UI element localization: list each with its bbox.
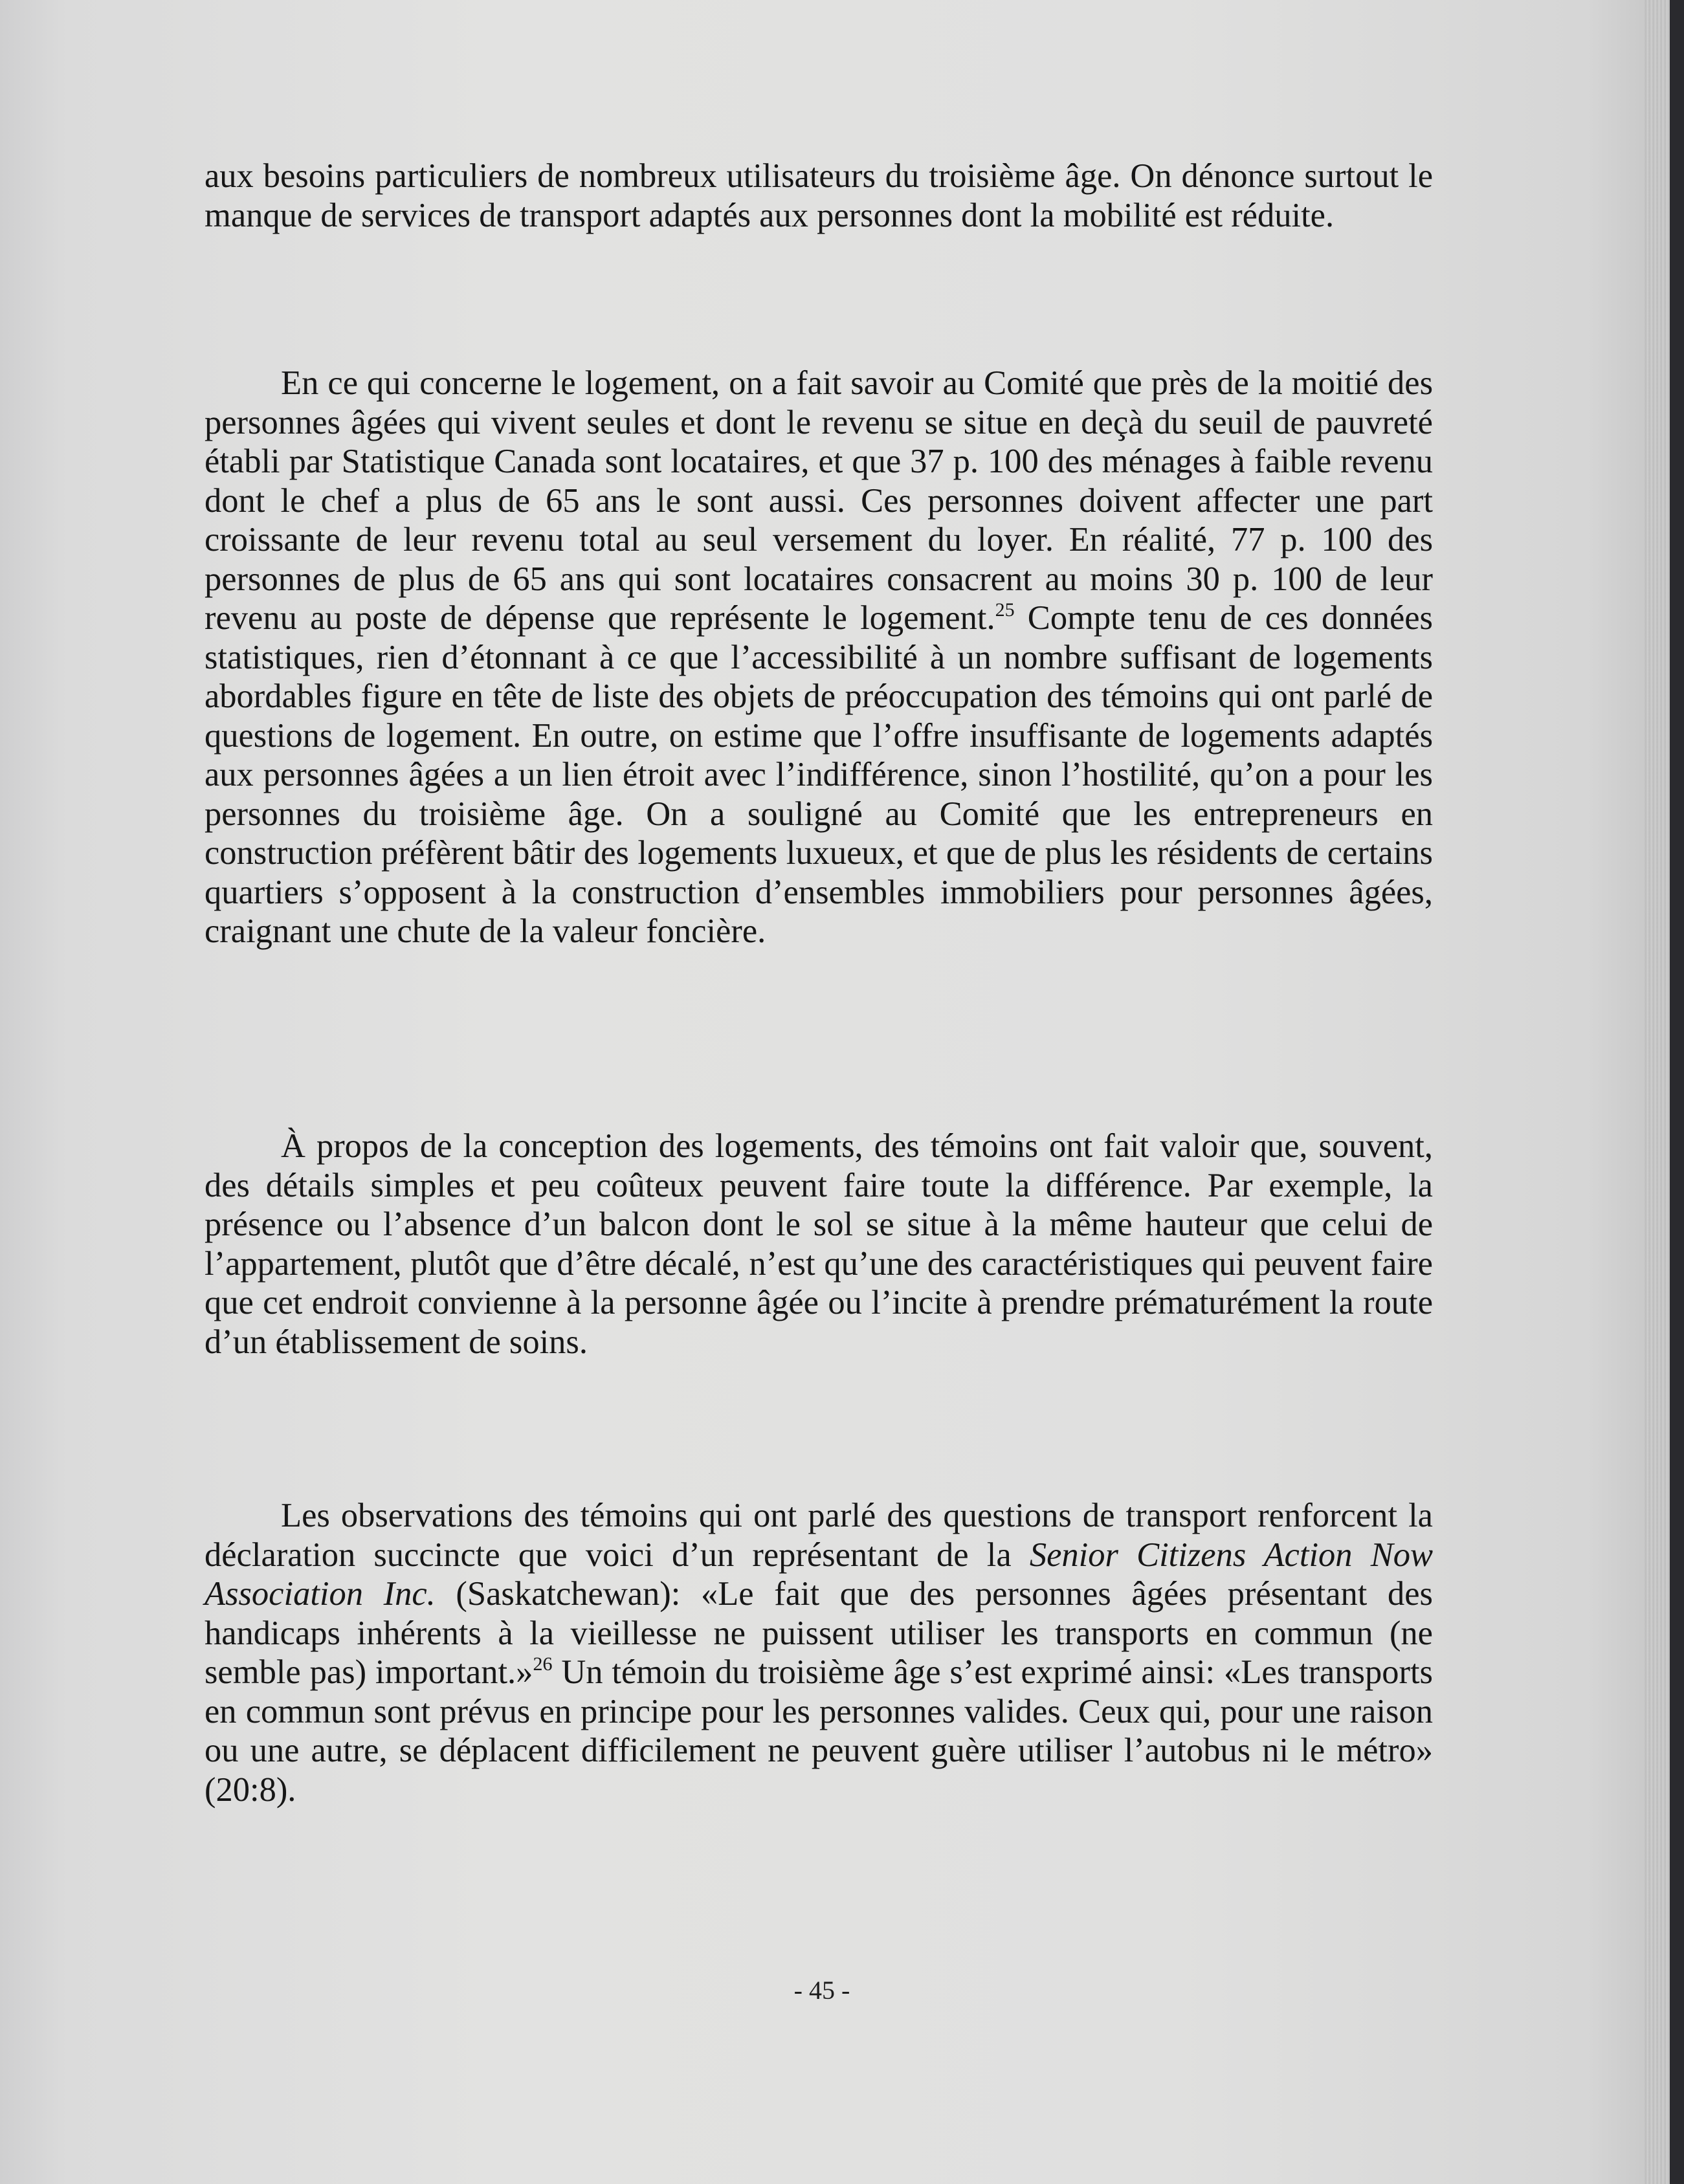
text-run: Compte tenu de ces données statistiques, rien d’étonnant à ce que l’accessibilité à un nombre suffisant de logements abordables figure en tête de liste des objets de préoccupation des témoins qui ont parlé de questions de logement. En outre, on estime que l’offre insuffisante de logements adaptés aux personnes âgées a un lien étroit avec l’indifférence, sinon l’hostilité, qu’on a pour les personnes du troisième âge. On a souligné au Comité que les entrepreneurs en construction préfèrent bâtir des logements luxueux, et que de plus les résidents de certains quartiers s’opposent à la construction d’ensembles immobiliers pour personnes âgées, craignant une chute de la valeur foncière. [205, 599, 1433, 950]
paragraph-text [205, 1496, 1433, 1809]
scan-background-edge [1670, 0, 1684, 2184]
page-stack-edge [1644, 0, 1670, 2184]
text-run: Un témoin du troisième âge s’est exprimé ainsi: «Les transports en commun sont prévus en principe pour les personnes valides. Ceux qui, pour une raison ou une autre, se déplacent difficilement ne peuvent guère utiliser l’autobus ni le métro» (20:8). [205, 1653, 1433, 1809]
paragraph-text [205, 364, 1433, 951]
text-run: (Saskatchewan): «Le fait que des personnes âgées présentant des handicaps inhérents à la vieillesse ne puissent utiliser les transports en commun (ne semble pas) important.» [205, 1575, 1433, 1691]
paragraph-transport-needs [205, 157, 1433, 235]
paragraph-housing-design [205, 1127, 1433, 1362]
paragraph-text: À propos de la conception des logements, des témoins ont fait valoir que, souvent, des détails simples et peu coûteux peuvent faire toute la différence. Par exemple, la présence ou l’absence d’un balcon dont le sol se situe à la même hauteur que celui de l’appartement, plutôt que d’être décalé, n’est qu’une des caractéristiques qui peuvent faire que cet endroit convienne à la personne âgée ou l’incite à prendre prématurément la route d’un établissement de soins. [205, 1127, 1433, 1361]
organization-name: Senior Citizens Action Now Association Inc. [205, 1536, 1433, 1613]
paragraph-housing [205, 364, 1433, 951]
paragraph-transport-observations [205, 1496, 1433, 1809]
paragraph-text: aux besoins particuliers de nombreux utilisateurs du troisième âge. On dénonce surtout le manque de services de transport adaptés aux personnes dont la mobilité est réduite. [205, 157, 1433, 234]
text-run: En ce qui concerne le logement, on a fait savoir au Comité que près de la moitié des personnes âgées qui vivent seules et dont le revenu se situe en deçà du seuil de pauvreté établi par Statistique Canada sont locataires, et que 37 p. 100 des ménages à faible revenu dont le chef a plus de 65 ans le sont aussi. Ces personnes doivent affecter une part croissante de leur revenu total au seul versement du loyer. En réalité, 77 p. 100 des personnes de plus de 65 ans qui sont locataires consacrent au moins 30 p. 100 de leur revenu au poste de dépense que représente le logement. [205, 364, 1433, 637]
text-run: Les observations des témoins qui ont parlé des questions de transport renforcent la déclaration succincte que voici d’un représentant de la [205, 1497, 1433, 1574]
footnote-marker: 26 [533, 1653, 553, 1675]
page-number: - 45 - [793, 1976, 850, 2005]
footnote-marker: 25 [995, 599, 1015, 621]
